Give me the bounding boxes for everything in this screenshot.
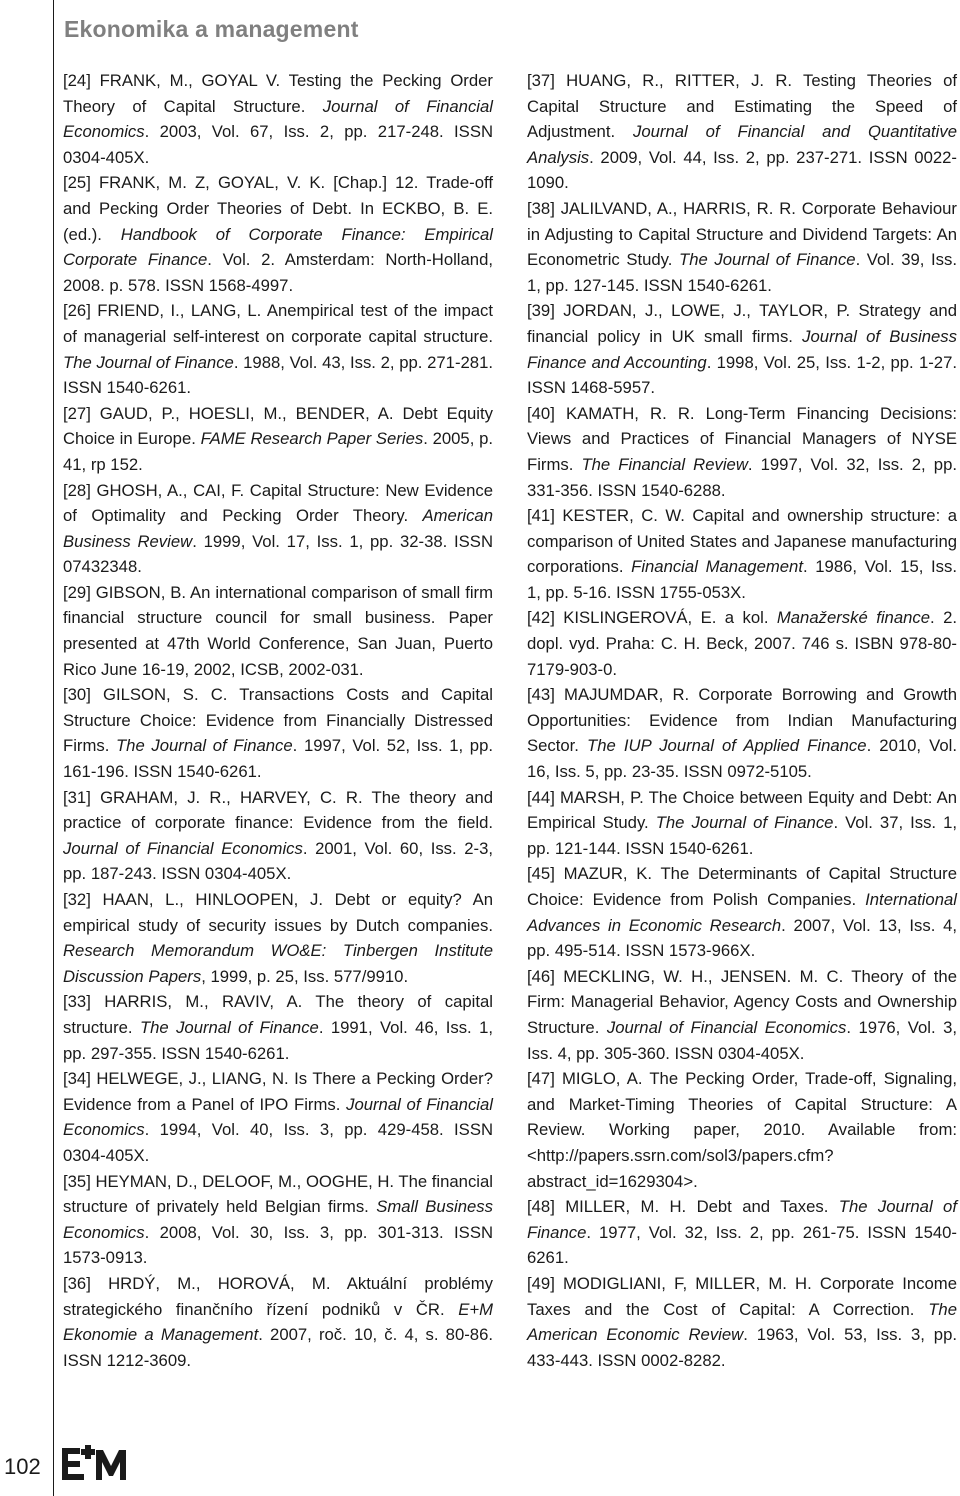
reference-text: . 2. dopl. vyd. Praha: C. H. Beck, 2007. 746 s. ISBN 978-80-7179-903-0. <box>527 608 957 679</box>
reference-number: [36] <box>63 1273 91 1293</box>
reference-text: . 1997, Vol. 52, Iss. 1, pp. 161-196. ISSN 1540-6261. <box>63 736 493 782</box>
reference-text: MIGLO, A. The Pecking Order, Trade-off, Signaling, and Market-Timing Theories of Capital Structure: A Review. Working paper, 2010. Available from: <http://papers.ssrn.com/sol3/papers.cfm?abstract_id=1629304>. <box>527 1069 957 1191</box>
reference-text: GAUD, P., HOESLI, M., BENDER, A. Debt Equity Choice in Europe. <box>63 403 493 449</box>
reference-source-title: The Journal of Finance <box>115 736 293 756</box>
reference-text: JORDAN, J., LOWE, J., TAYLOR, P. Strategy and financial policy in UK small firms. <box>527 301 957 346</box>
reference-entry <box>527 1271 957 1373</box>
margin-rule <box>53 0 54 1496</box>
reference-number: [40] <box>527 403 555 423</box>
reference-entry <box>63 682 493 784</box>
reference-text: . 1991, Vol. 46, Iss. 1, pp. 297-355. ISSN 1540-6261. <box>63 1017 493 1063</box>
reference-text: MILLER, M. H. Debt and Taxes. <box>554 1197 839 1217</box>
reference-text: . Vol. 37, Iss. 1, pp. 121-144. ISSN 1540-6261. <box>527 813 957 858</box>
reference-text: KESTER, C. W. Capital and ownership structure: a comparison of United States and Japanese manufacturing corporations. <box>527 506 957 577</box>
reference-text: . 1998, Vol. 25, Iss. 1-2, pp. 1-27. ISSN 1468-5957. <box>527 352 957 398</box>
reference-entry <box>527 68 957 196</box>
reference-text: HEYMAN, D., DELOOF, M., OOGHE, H. The financial structure of privately held Belgian firms. <box>63 1171 493 1217</box>
reference-text: . 1977, Vol. 32, Iss. 2, pp. 261-75. ISSN 1540-6261. <box>527 1222 957 1268</box>
reference-source-title: Journal of Financial Economics <box>63 1094 493 1140</box>
reference-source-title: Research Memorandum WO&E: Tinbergen Institute Discussion Papers <box>63 941 493 986</box>
reference-text: . 1997, Vol. 32, Iss. 2, pp. 331-356. ISSN 1540-6288. <box>527 454 957 500</box>
reference-text: MECKLING, W. H., JENSEN. M. C. Theory of the Firm: Managerial Behavior, Agency Costs and Ownership Structure. <box>527 966 957 1037</box>
reference-number: [28] <box>63 480 91 500</box>
reference-text: MARSH, P. The Choice between Equity and Debt: An Empirical Study. <box>527 787 957 833</box>
em-logo <box>60 1440 140 1482</box>
reference-number: [34] <box>63 1069 91 1089</box>
reference-source-title: Manažerské finance <box>776 608 931 628</box>
reference-number: [35] <box>63 1171 91 1191</box>
reference-entry <box>527 503 957 605</box>
reference-entry <box>63 298 493 400</box>
reference-entry <box>527 1066 957 1194</box>
reference-source-title: Journal of Financial Economics <box>63 96 493 142</box>
reference-source-title: Journal of Business Finance and Accounting <box>527 326 957 372</box>
reference-entry <box>527 605 957 682</box>
reference-text: GRAHAM, J. R., HARVEY, C. R. The theory and practice of corporate finance: Evidence from the field. <box>63 787 493 833</box>
reference-text: . 2007, roč. 10, č. 4, s. 80-86. ISSN 1212-3609. <box>63 1325 494 1370</box>
reference-source-title: The Journal of Finance <box>527 1197 957 1242</box>
reference-source-title: Journal of Financial Economics <box>606 1017 847 1037</box>
reference-number: [29] <box>63 582 91 602</box>
reference-text: GHOSH, A., CAI, F. Capital Structure: New Evidence of Optimality and Pecking Order Theory. <box>63 480 493 526</box>
reference-text: KISLINGEROVÁ, E. a kol. <box>554 608 777 628</box>
reference-source-title: The Journal of Finance <box>139 1017 319 1037</box>
reference-entry <box>63 401 493 478</box>
reference-number: [39] <box>527 301 555 321</box>
reference-source-title: Journal of Financial Economics <box>63 838 303 858</box>
reference-text: HARRIS, M., RAVIV, A. The theory of capital structure. <box>63 992 493 1037</box>
reference-entry <box>63 887 493 989</box>
reference-text: . 2010, Vol. 16, Iss. 5, pp. 23-35. ISSN 0972-5105. <box>527 736 957 782</box>
reference-text: . 1986, Vol. 15, Iss. 1, pp. 5-16. ISSN 1755-053X. <box>527 557 957 602</box>
reference-entry <box>527 298 957 400</box>
reference-source-title: International Advances in Economic Research <box>527 890 957 935</box>
reference-entry <box>63 170 493 298</box>
reference-text: . 2001, Vol. 60, Iss. 2-3, pp. 187-243. ISSN 0304-405X. <box>63 838 494 884</box>
reference-text: . 1976, Vol. 3, Iss. 4, pp. 305-360. ISSN 0304-405X. <box>527 1017 958 1063</box>
reference-text: . 2008, Vol. 30, Iss. 3, pp. 301-313. ISSN 1573-0913. <box>63 1222 493 1268</box>
reference-number: [30] <box>63 685 91 705</box>
reference-text: , 1999, p. 25, Iss. 577/9910. <box>201 966 409 986</box>
reference-number: [46] <box>527 966 555 986</box>
reference-number: [32] <box>63 890 91 909</box>
page-number: 102 <box>4 1454 41 1479</box>
reference-number: [41] <box>527 506 555 526</box>
reference-entry <box>63 1271 493 1373</box>
reference-text: HUANG, R., RITTER, J. R. Testing Theories of Capital Structure and Estimating the Speed of Adjustment. <box>527 71 957 142</box>
reference-number: [38] <box>527 198 555 218</box>
reference-text: . 2003, Vol. 67, Iss. 2, pp. 217-248. ISSN 0304-405X. <box>63 122 493 167</box>
reference-text: GIBSON, B. An international comparison of small firm financial structure council for small business. Paper presented at 47th World Conference, San Juan, Puerto Rico June 16-19, 2002, ICSB, 2002-031. <box>63 582 493 679</box>
reference-text: . Vol. 2. Amsterdam: North-Holland, 2008. p. 578. ISSN 1568-4997. <box>63 250 493 295</box>
reference-source-title: FAME Research Paper Series <box>200 429 424 449</box>
reference-entry <box>527 861 957 963</box>
reference-text: . 1963, Vol. 53, Iss. 3, pp. 433-443. ISSN 0002-8282. <box>527 1325 957 1370</box>
reference-source-title: Financial Management <box>631 557 803 577</box>
reference-entry <box>63 989 493 1066</box>
reference-text: MAJUMDAR, R. Corporate Borrowing and Growth Opportunities: Evidence from Indian Manufacturing Sector. <box>527 685 957 756</box>
reference-source-title: The Journal of Finance <box>655 813 834 833</box>
reference-source-title: Small Business Economics <box>63 1197 493 1242</box>
reference-text: MAZUR, K. The Determinants of Capital Structure Choice: Evidence from Polish Companies. <box>527 864 957 909</box>
reference-source-title: The IUP Journal of Applied Finance <box>587 736 867 756</box>
reference-number: [49] <box>527 1273 555 1293</box>
reference-text: . 1988, Vol. 43, Iss. 2, pp. 271-281. ISSN 1540-6261. <box>63 352 493 398</box>
reference-source-title: The Financial Review <box>581 454 748 474</box>
reference-entry <box>63 580 493 682</box>
reference-entry <box>63 478 493 580</box>
reference-source-title: The American Economic Review <box>527 1299 957 1345</box>
reference-entry <box>63 1066 493 1168</box>
reference-number: [44] <box>527 787 555 807</box>
reference-number: [47] <box>527 1069 555 1089</box>
reference-number: [45] <box>527 864 555 884</box>
reference-source-title: The Journal of Finance <box>679 250 856 270</box>
reference-entry <box>527 1194 957 1271</box>
reference-text: HRDÝ, M., HOROVÁ, M. Aktuální problémy strategického finančního řízení podniků v ČR. <box>63 1273 493 1319</box>
reference-source-title: The Journal of Finance <box>63 352 234 372</box>
reference-number: [26] <box>63 301 91 321</box>
reference-number: [43] <box>527 685 555 705</box>
reference-text: KAMATH, R. R. Long-Term Financing Decisions: Views and Practices of Financial Managers of NYSE Firms. <box>527 403 957 474</box>
reference-entry <box>527 196 957 298</box>
reference-source-title: American Business Review <box>63 506 493 551</box>
reference-number: [25] <box>63 173 91 193</box>
reference-number: [33] <box>63 992 91 1012</box>
reference-text: FRANK, M., GOYAL V. Testing the Pecking Order Theory of Capital Structure. <box>63 71 493 116</box>
reference-text: MODIGLIANI, F, MILLER, M. H. Corporate Income Taxes and the Cost of Capital: A Correction. <box>527 1273 957 1319</box>
reference-text: JALILVAND, A., HARRIS, R. R. Corporate Behaviour in Adjusting to Capital Structure and Dividend Targets: An Econometric Study. <box>527 198 957 270</box>
reference-text: FRANK, M. Z, GOYAL, V. K. [Chap.] 12. Trade-off and Pecking Order Theories of Debt. In ECKBO, B. E. (ed.). <box>63 173 493 244</box>
reference-entry <box>63 785 493 887</box>
reference-text: . 2009, Vol. 44, Iss. 2, pp. 237-271. ISSN 0022-1090. <box>527 147 957 193</box>
reference-text: . 1999, Vol. 17, Iss. 1, pp. 32-38. ISSN 07432348. <box>63 531 493 577</box>
reference-text: . 2007, Vol. 13, Iss. 4, pp. 495-514. ISSN 1573-966X. <box>527 915 957 961</box>
reference-source-title: Journal of Financial and Quantitative Analysis <box>527 122 957 167</box>
reference-number: [31] <box>63 787 91 807</box>
references-left-column <box>63 68 493 1373</box>
reference-text: HELWEGE, J., LIANG, N. Is There a Pecking Order? Evidence from a Panel of IPO Firms. <box>63 1069 493 1114</box>
reference-entry <box>63 1169 493 1271</box>
reference-entry <box>527 964 957 1066</box>
reference-source-title: Handbook of Corporate Finance: Empirical Corporate Finance <box>63 224 493 270</box>
reference-entry <box>527 682 957 784</box>
reference-text: . 2005, p. 41, rp 152. <box>63 429 493 474</box>
reference-number: [48] <box>527 1197 555 1217</box>
reference-number: [27] <box>63 403 91 423</box>
reference-text: FRIEND, I., LANG, L. Anempirical test of the impact of managerial self-interest on corporate capital structure. <box>63 301 493 346</box>
reference-entry <box>63 68 493 170</box>
reference-source-title: E+M Ekonomie a Management <box>63 1299 493 1345</box>
reference-text: GILSON, S. C. Transactions Costs and Capital Structure Choice: Evidence from Financially Distressed Firms. <box>63 685 493 756</box>
reference-text: . 1994, Vol. 40, Iss. 3, pp. 429-458. ISSN 0304-405X. <box>63 1120 493 1165</box>
references-right-column <box>527 68 957 1373</box>
reference-number: [37] <box>527 71 555 90</box>
reference-text: . Vol. 39, Iss. 1, pp. 127-145. ISSN 1540-6261. <box>527 250 957 295</box>
reference-number: [42] <box>527 608 555 628</box>
reference-entry <box>527 401 957 503</box>
reference-entry <box>527 785 957 862</box>
journal-title: Ekonomika a management <box>64 16 359 42</box>
reference-text: HAAN, L., HINLOOPEN, J. Debt or equity? An empirical study of security issues by Dutch companies. <box>63 890 493 935</box>
reference-number: [24] <box>63 71 91 90</box>
